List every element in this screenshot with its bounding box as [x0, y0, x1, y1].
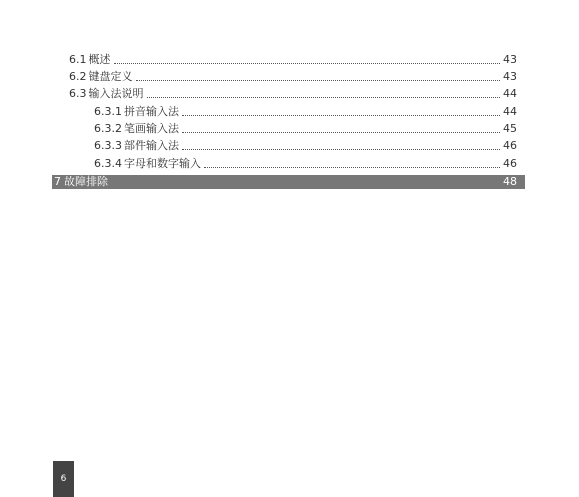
toc-dot-leader — [182, 132, 500, 133]
chapter-number: 7 — [54, 175, 61, 188]
toc-entry-6-2[interactable] — [69, 68, 517, 84]
page-number-tab — [53, 461, 74, 497]
toc-dot-leader — [182, 115, 500, 116]
toc-entry-page: 44 — [503, 87, 517, 100]
toc-dot-leader — [136, 80, 501, 81]
toc-dot-leader — [182, 149, 500, 150]
toc-entry-6-3-3[interactable] — [94, 137, 517, 153]
toc-entry-6-3[interactable] — [69, 85, 517, 101]
toc-dot-leader — [147, 97, 501, 98]
toc-entry-title: 输入法说明 — [88, 87, 144, 100]
toc-entry-number: 6.3.1 — [94, 105, 122, 118]
toc-chapter-7[interactable] — [52, 175, 525, 189]
toc-entry-title: 笔画输入法 — [124, 122, 179, 135]
chapter-page: 48 — [503, 175, 517, 188]
toc-entry-number: 6.2 — [69, 70, 87, 83]
toc-entry-page: 44 — [503, 105, 517, 118]
toc-entry-number: 6.3.2 — [94, 122, 122, 135]
toc-entry-title: 键盘定义 — [88, 70, 133, 83]
toc-entry-page: 43 — [503, 70, 517, 83]
toc-entry-page: 45 — [503, 122, 517, 135]
page-number: 6 — [60, 474, 67, 484]
toc-entry-6-3-1[interactable] — [94, 103, 517, 119]
toc-entry-title: 字母和数字输入 — [124, 157, 201, 170]
toc-entry-title: 部件输入法 — [124, 139, 179, 152]
toc-entry-6-1[interactable] — [69, 51, 517, 67]
toc-entry-title: 拼音输入法 — [124, 105, 179, 118]
toc-entry-number: 6.3.3 — [94, 139, 122, 152]
toc-entry-number: 6.3.4 — [94, 157, 122, 170]
toc-dot-leader — [204, 167, 500, 168]
toc-entry-6-3-4[interactable] — [94, 155, 517, 171]
toc-entry-page: 43 — [503, 53, 517, 66]
chapter-title: 故障排除 — [64, 175, 108, 188]
toc-entry-title: 概述 — [88, 53, 111, 66]
toc-dot-leader — [114, 63, 501, 64]
toc-entry-number: 6.3 — [69, 87, 87, 100]
toc-entry-6-3-2[interactable] — [94, 120, 517, 136]
toc-entry-page: 46 — [503, 139, 517, 152]
toc-entry-number: 6.1 — [69, 53, 87, 66]
toc-entry-page: 46 — [503, 157, 517, 170]
